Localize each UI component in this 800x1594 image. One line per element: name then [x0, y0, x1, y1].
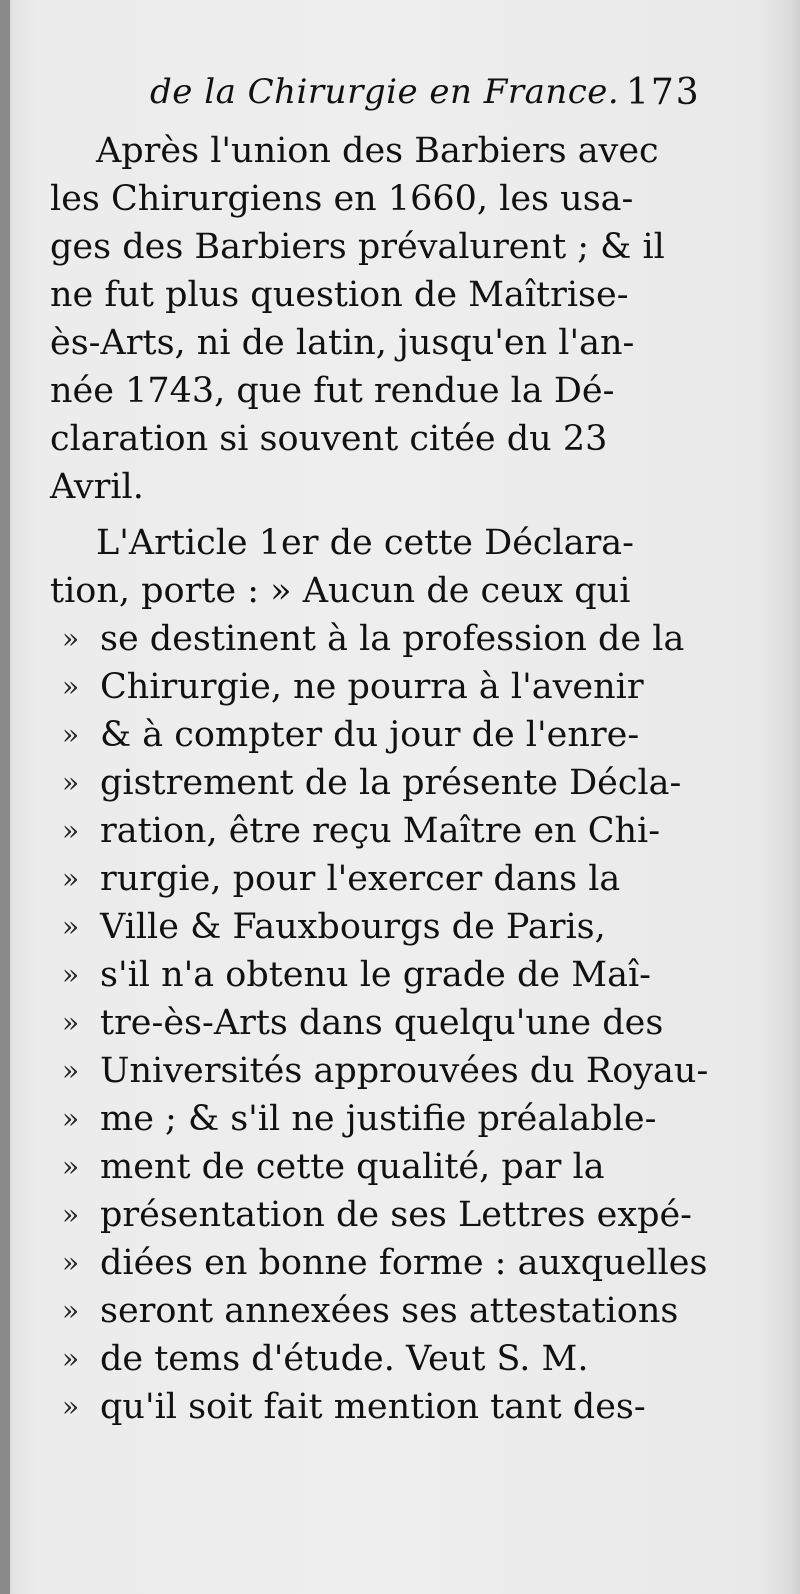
- text-line: qu'il soit fait mention tant des-: [100, 1387, 646, 1427]
- quote-mark: »: [62, 1198, 80, 1231]
- quote-mark: »: [62, 1390, 80, 1423]
- quote-mark: »: [62, 1342, 80, 1375]
- page-number: 173: [626, 72, 701, 113]
- text-line: Universités approuvées du Royau-: [100, 1051, 709, 1091]
- text-line: les Chirurgiens en 1660, les usa-: [50, 179, 634, 219]
- quote-mark: »: [62, 670, 80, 703]
- text-line: présentation de ses Lettres expé-: [100, 1195, 693, 1235]
- text-line: ration, être reçu Maître en Chi-: [100, 811, 661, 851]
- text-line: ès-Arts, ni de latin, jusqu'en l'an-: [50, 323, 635, 363]
- text-line: claration si souvent citée du 23: [50, 419, 608, 459]
- text-line: tre-ès-Arts dans quelqu'une des: [100, 1003, 664, 1043]
- text-line: ne fut plus question de Maîtrise-: [50, 275, 629, 315]
- quote-mark: »: [62, 1294, 80, 1327]
- text-line: rurgie, pour l'exercer dans la: [100, 859, 621, 899]
- text-line: & à compter du jour de l'enre-: [100, 715, 640, 755]
- quote-mark: »: [62, 622, 80, 655]
- quote-mark: »: [62, 1006, 80, 1039]
- quote-mark: »: [62, 718, 80, 751]
- text-line: gistrement de la présente Décla-: [100, 763, 682, 803]
- quote-mark: »: [62, 1054, 80, 1087]
- text-line: de tems d'étude. Veut S. M.: [100, 1339, 589, 1379]
- quote-mark: »: [62, 862, 80, 895]
- text-line: ment de cette qualité, par la: [100, 1147, 605, 1187]
- quote-mark: »: [62, 1246, 80, 1279]
- text-line: tion, porte : » Aucun de ceux qui: [50, 571, 631, 611]
- text-line: Après l'union des Barbiers avec: [96, 131, 659, 171]
- article-first-line: L'Article 1er de cette Déclara-: [96, 523, 634, 563]
- text-line: seront annexées ses attestations: [100, 1291, 679, 1331]
- text-line: Avril.: [50, 467, 144, 507]
- text-line: née 1743, que fut rendue la Dé-: [50, 371, 615, 411]
- quote-mark: »: [62, 1150, 80, 1183]
- text-line: se destinent à la profession de la: [100, 619, 685, 659]
- quote-mark: »: [62, 1102, 80, 1135]
- quote-mark: »: [62, 766, 80, 799]
- text-line: Ville & Fauxbourgs de Paris,: [100, 907, 606, 947]
- text-line: ges des Barbiers prévalurent ; & il: [50, 227, 665, 267]
- page-gutter-shadow: [0, 0, 10, 1594]
- text-line: diées en bonne forme : auxquelles: [100, 1243, 708, 1283]
- text-line: s'il n'a obtenu le grade de Maî-: [100, 955, 651, 995]
- running-head-title: de la Chirurgie en France.: [150, 72, 620, 112]
- text-line: Chirurgie, ne pourra à l'avenir: [100, 667, 644, 707]
- quote-mark: »: [62, 910, 80, 943]
- text-line: me ; & s'il ne justifie préalable-: [100, 1099, 657, 1139]
- quote-mark: »: [62, 814, 80, 847]
- quote-mark: »: [62, 958, 80, 991]
- text-line: [96, 519, 634, 567]
